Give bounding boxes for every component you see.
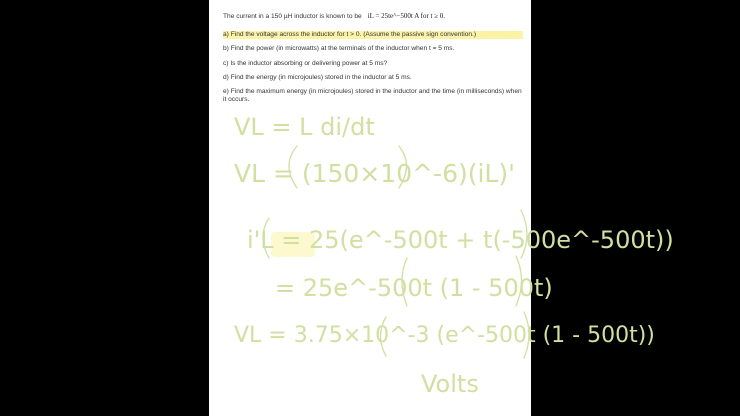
- handwriting-text-4: = 25e^-500t (1 - 500t): [275, 274, 553, 302]
- part-d: d) Find the energy (in microjoules) stored in the inductor at 5 ms.: [223, 73, 412, 81]
- handwriting-line-4: [275, 256, 553, 306]
- handwriting-line-1: [234, 113, 375, 141]
- handwriting-text-1: VL = L di/dt: [234, 113, 375, 141]
- problem-intro: The current in a 150 µH inductor is known to be: [223, 13, 362, 20]
- handwriting-line-6: [421, 370, 479, 398]
- handwriting-line-5: [234, 312, 655, 358]
- document-page: [209, 0, 674, 416]
- handwritten-solution: [209, 0, 674, 416]
- handwriting-text-6: Volts: [421, 370, 479, 398]
- handwriting-line-2: [234, 146, 515, 188]
- handwriting-text-3: i'L = 25(e^-500t + t(-500e^-500t)): [247, 226, 674, 254]
- part-c: c) Is the inductor absorbing or delivering power at 5 ms?: [223, 59, 388, 67]
- handwriting-text-2: VL = (150×10^-6)(iL)': [234, 159, 515, 188]
- handwriting-text-5: VL = 3.75×10^-3 (e^-500t (1 - 500t)): [234, 323, 655, 348]
- part-a: a) Find the voltage across the inductor for t > 0. (Assume the passive sign convention.): [223, 31, 523, 39]
- part-b: b) Find the power (in microwatts) at the terminals of the inductor when t = 5 ms.: [223, 45, 455, 53]
- handwriting-line-3: [247, 210, 674, 258]
- current-equation: iL = 25te^−500t A for t ≥ 0.: [367, 12, 446, 20]
- part-e: e) Find the maximum energy (in microjoules) stored in the inductor and the time (in milliseconds) when it occurs.: [223, 88, 522, 103]
